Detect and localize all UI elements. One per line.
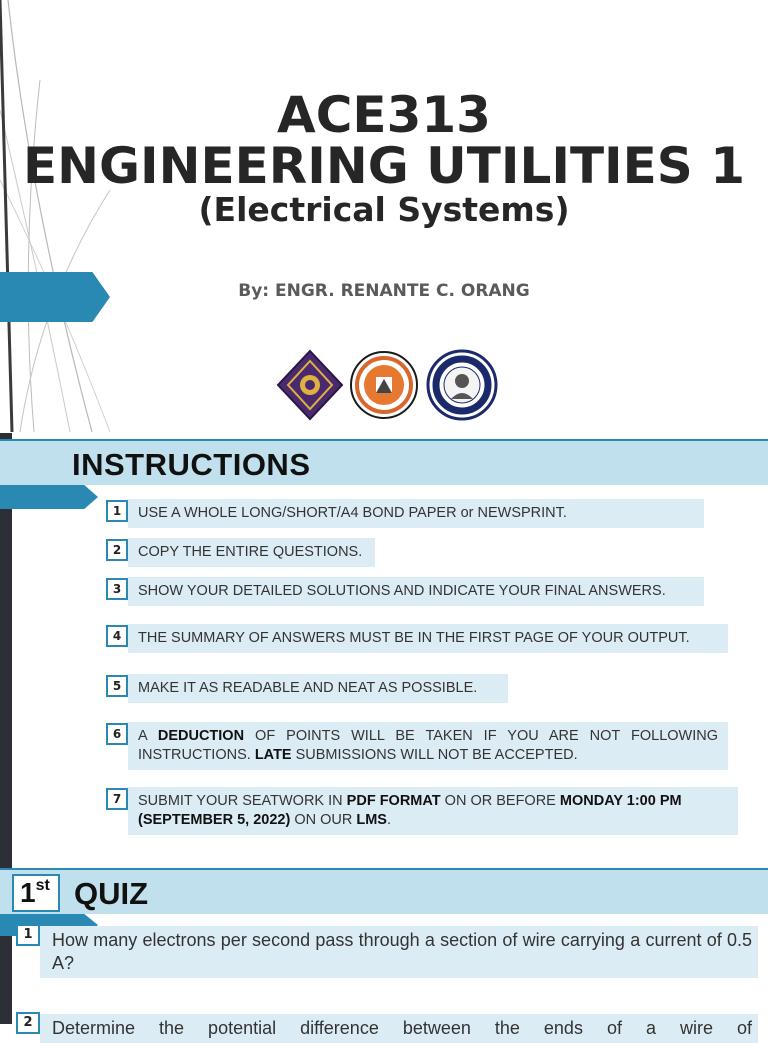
instructions-title: INSTRUCTIONS [72, 447, 311, 482]
piche-seal-icon [276, 349, 344, 421]
quiz-slide [0, 866, 768, 1038]
instructions-slide [0, 433, 768, 866]
instruction-text: A DEDUCTION OF POINTS WILL BE TAKEN IF YOU ARE NOT FOLLOWING INSTRUCTIONS. LATE SUBMISSIONS WILL NOT BE ACCEPTED. [128, 722, 728, 770]
civil-engineering-program-seal-icon [349, 349, 419, 421]
author-line: By: ENGR. RENANTE C. ORANG [238, 281, 530, 301]
instruction-text: SUBMIT YOUR SEATWORK IN PDF FORMAT ON OR BEFORE MONDAY 1:00 PM (SEPTEMBER 5, 2022) ON OUR LMS. [128, 787, 738, 835]
instruction-text: MAKE IT AS READABLE AND NEAT AS POSSIBLE. [128, 674, 508, 703]
question-number: 1 [16, 924, 40, 946]
quiz-number-badge: 1st [12, 874, 60, 912]
instruction-number: 6 [106, 723, 128, 745]
quiz-header [0, 868, 768, 914]
question-text: Determine the potential difference between the ends of a wire of [40, 1014, 758, 1043]
accent-arrow [0, 485, 98, 509]
question-text: How many electrons per second pass through a section of wire carrying a current of 0.5 A? [40, 926, 758, 978]
instruction-number: 3 [106, 578, 128, 600]
instruction-text: USE A WHOLE LONG/SHORT/A4 BOND PAPER or NEWSPRINT. [128, 499, 704, 528]
instruction-text: COPY THE ENTIRE QUESTIONS. [128, 538, 375, 567]
instruction-number: 1 [106, 500, 128, 522]
instruction-text: SHOW YOUR DETAILED SOLUTIONS AND INDICATE YOUR FINAL ANSWERS. [128, 577, 704, 606]
question-number: 2 [16, 1012, 40, 1034]
logo-row [276, 349, 498, 421]
instruction-text: THE SUMMARY OF ANSWERS MUST BE IN THE FIRST PAGE OF YOUR OUTPUT. [128, 624, 728, 653]
instruction-number: 5 [106, 675, 128, 697]
title-slide [0, 0, 768, 432]
course-code: ACE313 [277, 86, 491, 144]
instruction-number: 7 [106, 788, 128, 810]
instruction-number: 4 [106, 625, 128, 647]
quiz-title: QUIZ [74, 876, 149, 911]
instructions-header [0, 439, 768, 485]
course-name: ENGINEERING UTILITIES 1 [22, 137, 746, 195]
course-subtitle: (Electrical Systems) [198, 190, 570, 229]
instruction-number: 2 [106, 539, 128, 561]
university-seal-icon [426, 349, 498, 421]
